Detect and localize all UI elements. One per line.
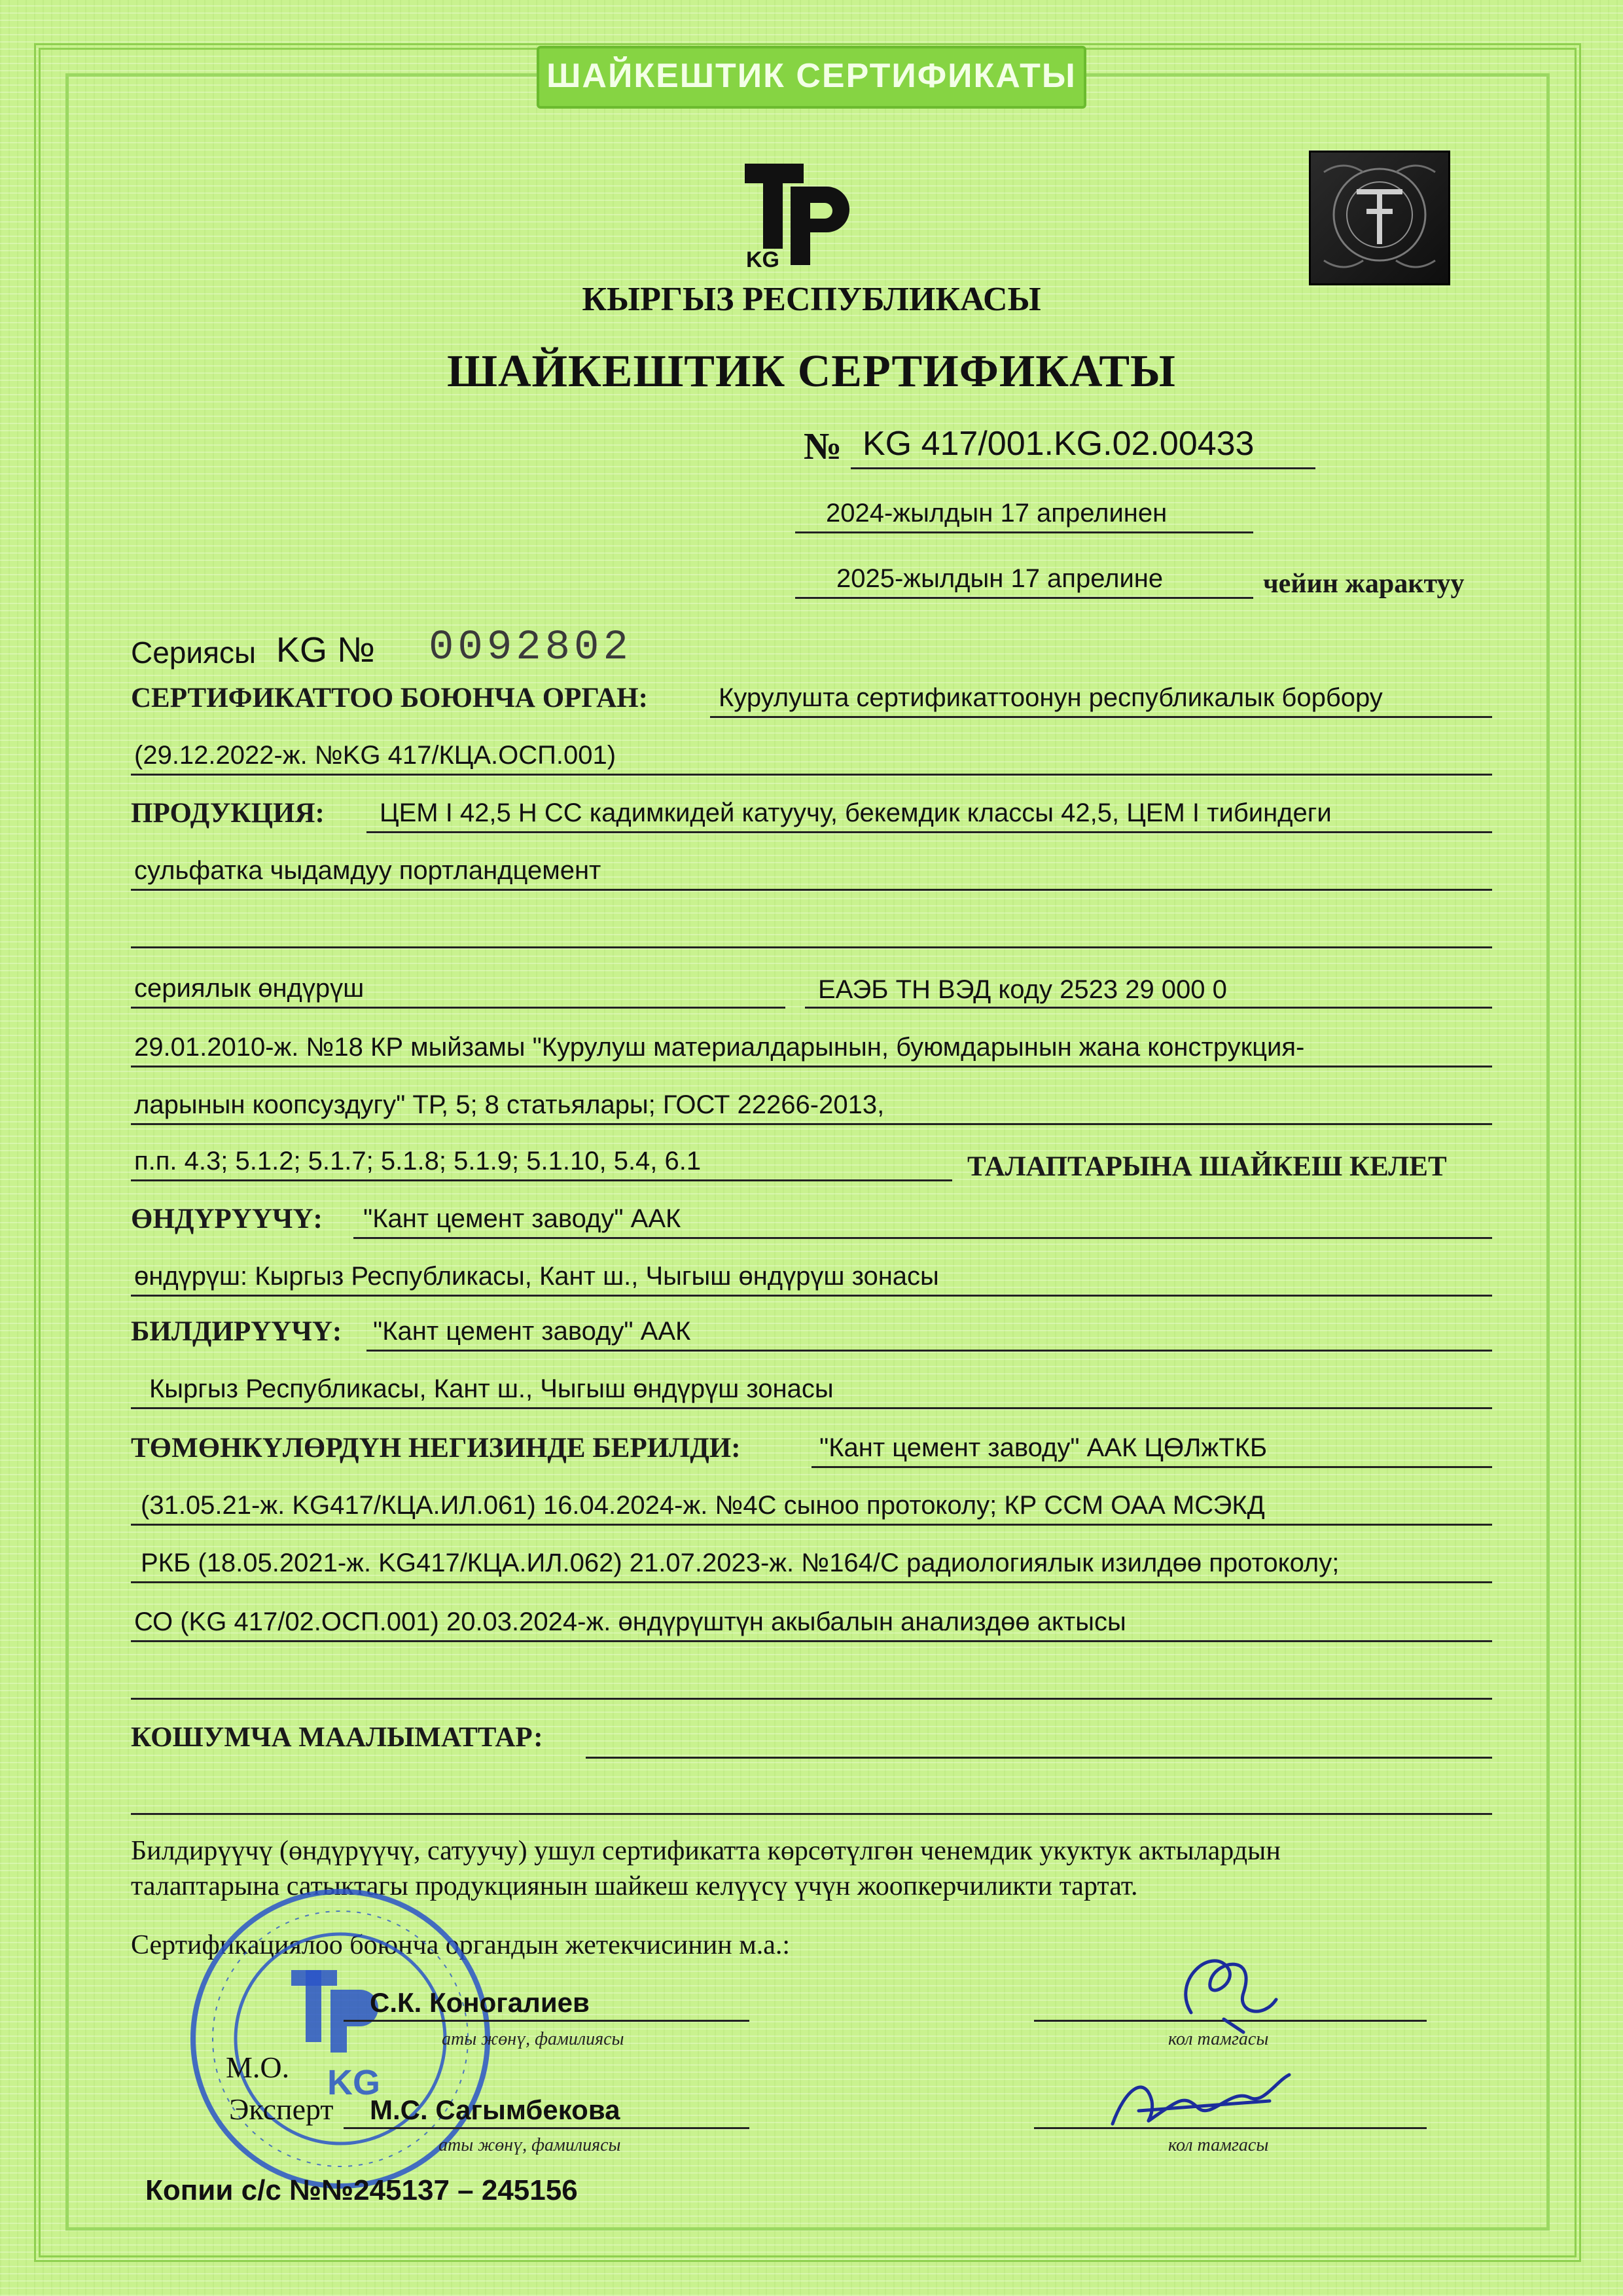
law-line-1: 29.01.2010-ж. №18 КР мыйзамы "Курулуш материалдарынын, буюмдарынын жана конструкция- bbox=[134, 1033, 1305, 1062]
organ-value: Курулушта сертификаттоонун республикалык борбору bbox=[719, 683, 1383, 712]
banner-text: ШАЙКЕШТИК СЕРТИФИКАТЫ bbox=[546, 57, 1077, 95]
tr-logo-icon bbox=[738, 157, 856, 275]
mo-label: М.О. bbox=[226, 2051, 290, 2084]
head-label: Сертификациялоо боюнча органдын жетекчисинин м.а.: bbox=[131, 1930, 791, 1960]
basis-line-2: (31.05.21-ж. KG417/КЦА.ИЛ.061) 16.04.2024-ж. №4С сыноо протоколу; КР ССМ ОАА МСЭКД bbox=[141, 1491, 1265, 1520]
head-signature-caption: кол тамгасы bbox=[1168, 2029, 1269, 2049]
hologram-pattern-icon bbox=[1311, 152, 1448, 283]
basis-value: "Кант цемент заводу" ААК ЦӨЛжТКБ bbox=[819, 1433, 1268, 1462]
law-line-2: ларынын коопсуздугу" ТР, 5; 8 статьялары; ГОСТ 22266-2013, bbox=[134, 1090, 885, 1119]
hologram-sticker bbox=[1309, 151, 1450, 285]
basis-underline-4 bbox=[131, 1640, 1492, 1642]
basis-underline-5 bbox=[131, 1698, 1492, 1700]
number-underline bbox=[851, 467, 1315, 469]
law-underline-1 bbox=[131, 1066, 1492, 1067]
head-signature-icon bbox=[1165, 1941, 1289, 2039]
additional-label: КОШУМЧА МААЛЫМАТТАР: bbox=[131, 1722, 543, 1753]
expert-name: М.С. Сагымбекова bbox=[370, 2094, 620, 2125]
certificate-number: KG 417/001.KG.02.00433 bbox=[863, 425, 1255, 463]
valid-from: 2024-жылдын 17 апрелинен bbox=[826, 499, 1168, 528]
manufacturer-label: ӨНДҮРҮҮЧҮ: bbox=[131, 1204, 323, 1234]
valid-to-underline bbox=[795, 597, 1253, 599]
law-line-3: п.п. 4.3; 5.1.2; 5.1.7; 5.1.8; 5.1.9; 5.1.10, 5.4, 6.1 bbox=[134, 1147, 702, 1175]
basis-underline bbox=[812, 1466, 1492, 1468]
applicant-underline bbox=[366, 1350, 1492, 1352]
requirements-label: ТАЛАПТАРЫНА ШАЙКЕШ КЕЛЕТ bbox=[967, 1151, 1447, 1182]
applicant-address: Кыргыз Республикасы, Кант ш., Чыгыш өндүрүш зонасы bbox=[149, 1374, 834, 1403]
applicant-value: "Кант цемент заводу" ААК bbox=[373, 1317, 691, 1346]
applicant-label: БИЛДИРҮҮЧҮ: bbox=[131, 1316, 342, 1347]
manufacturer-underline bbox=[353, 1237, 1492, 1239]
tn-ved-underline bbox=[805, 1007, 1492, 1009]
expert-signature bbox=[1099, 2062, 1296, 2147]
organ-label: СЕРТИФИКАТТОО БОЮНЧА ОРГАН: bbox=[131, 683, 648, 713]
valid-from-underline bbox=[795, 531, 1253, 533]
basis-underline-2 bbox=[131, 1524, 1492, 1526]
tr-logo bbox=[738, 157, 856, 275]
basis-line-3: РКБ (18.05.2021-ж. KG417/КЦА.ИЛ.062) 21.07.2023-ж. №164/С радиологиялык изилдөө протоколу; bbox=[141, 1549, 1340, 1577]
number-label: № bbox=[804, 425, 842, 467]
head-signature bbox=[1165, 1941, 1289, 2039]
serial-production: сериялык өндүрүш bbox=[134, 974, 365, 1003]
copies-note: Копии с/с №№245137 – 245156 bbox=[145, 2174, 578, 2206]
series-kg: KG № bbox=[276, 630, 375, 670]
law-underline-3 bbox=[131, 1179, 952, 1181]
certificate-title: ШАЙКЕШТИК СЕРТИФИКАТЫ bbox=[447, 346, 1176, 397]
manufacturer-value: "Кант цемент заводу" ААК bbox=[363, 1204, 681, 1233]
series-label: Сериясы bbox=[131, 636, 257, 670]
product-line-2: сульфатка чыдамдуу портландцемент bbox=[134, 856, 601, 885]
series-number: 0092802 bbox=[429, 624, 632, 672]
law-underline-2 bbox=[131, 1123, 1492, 1125]
disclaimer-line-1: Билдирүүчү (өндүрүүчү, сатуучу) ушул сертификатта көрсөтүлгөн ченемдик укуктук актылардын bbox=[131, 1836, 1281, 1866]
manufacturer-address: өндүрүш: Кыргыз Республикасы, Кант ш., Чыгыш өндүрүш зонасы bbox=[134, 1262, 939, 1291]
disclaimer-line-2: талаптарына сатыктагы продукциянын шайкеш келүүсү үчүн жоопкерчиликти тартат. bbox=[131, 1871, 1138, 1901]
basis-label: ТӨМӨНКҮЛӨРДҮН НЕГИЗИНДЕ БЕРИЛДИ: bbox=[131, 1433, 741, 1463]
head-name-caption: аты жөнү, фамилиясы bbox=[442, 2029, 624, 2049]
product-underline-3 bbox=[131, 946, 1492, 948]
serial-underline bbox=[131, 1007, 785, 1009]
product-line-1: ЦЕМ I 42,5 Н СС кадимкидей катуучу, бекемдик классы 42,5, ЦЕМ I тибиндеги bbox=[380, 798, 1332, 827]
top-banner bbox=[537, 46, 1086, 109]
expert-signature-icon bbox=[1099, 2062, 1296, 2147]
expert-signature-caption: кол тамгасы bbox=[1168, 2135, 1269, 2155]
head-name-underline bbox=[344, 2020, 749, 2022]
product-label: ПРОДУКЦИЯ: bbox=[131, 798, 325, 829]
organ-underline bbox=[710, 716, 1492, 718]
valid-to: 2025-жылдын 17 апрелине bbox=[836, 564, 1164, 593]
manufacturer-address-underline bbox=[131, 1295, 1492, 1297]
tn-ved-code: ЕАЭБ ТН ВЭД коду 2523 29 000 0 bbox=[818, 975, 1227, 1004]
product-underline-1 bbox=[366, 831, 1492, 833]
additional-underline-2 bbox=[131, 1813, 1492, 1815]
svg-text:KG: KG bbox=[327, 2063, 380, 2102]
additional-underline bbox=[586, 1757, 1492, 1759]
basis-underline-3 bbox=[131, 1581, 1492, 1583]
expert-label: Эксперт bbox=[229, 2092, 334, 2126]
product-underline-2 bbox=[131, 889, 1492, 891]
applicant-address-underline bbox=[131, 1407, 1492, 1409]
organ-underline-2 bbox=[131, 774, 1492, 776]
svg-text:KG: KG bbox=[746, 247, 779, 272]
expert-name-caption: аты жөнү, фамилиясы bbox=[438, 2135, 621, 2155]
country-name: КЫРГЫЗ РЕСПУБЛИКАСЫ bbox=[582, 281, 1041, 318]
valid-suffix: чейин жарактуу bbox=[1263, 569, 1465, 599]
basis-line-4: СО (KG 417/02.ОСП.001) 20.03.2024-ж. өндүрүштүн акыбалын анализдөө актысы bbox=[134, 1607, 1126, 1636]
head-name: С.К. Коногалиев bbox=[370, 1987, 590, 2018]
expert-name-underline bbox=[344, 2127, 749, 2129]
organ-value-2: (29.12.2022-ж. №KG 417/КЦА.ОСП.001) bbox=[134, 741, 616, 770]
